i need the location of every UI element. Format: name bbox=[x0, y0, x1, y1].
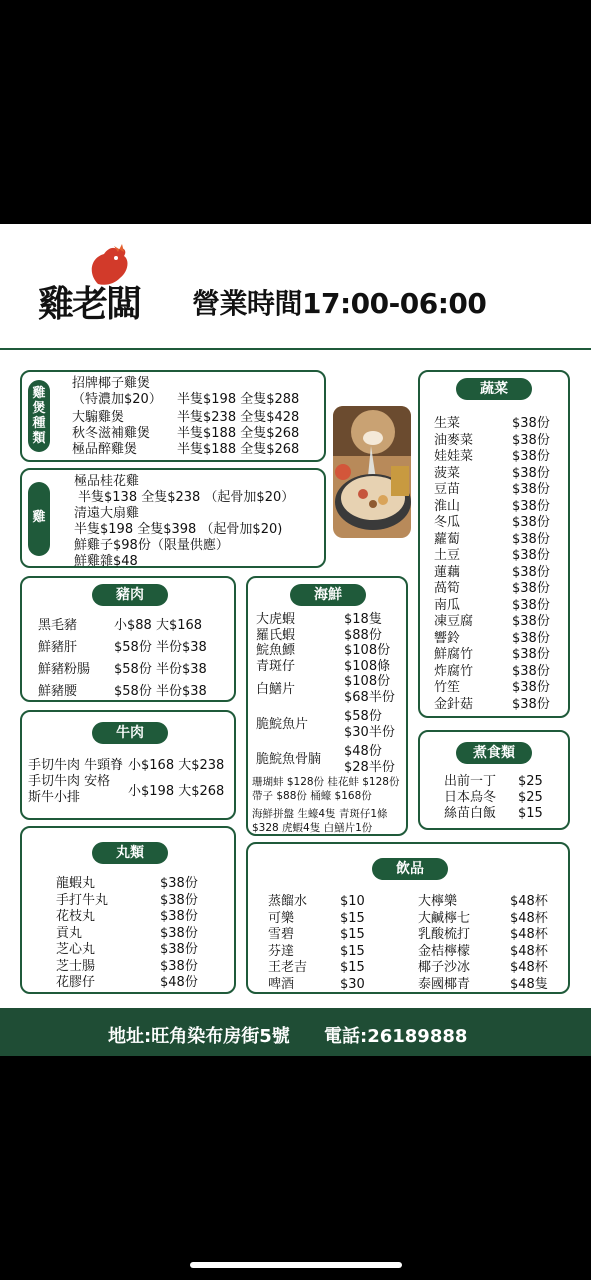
vegetable-name: 鮮腐竹 bbox=[434, 647, 474, 662]
drink-price: $48杯 bbox=[510, 943, 548, 959]
hotpot-image bbox=[333, 406, 411, 538]
seafood-name: 脆鯇魚骨腩 bbox=[256, 752, 322, 767]
ball-name: 手打牛丸 bbox=[56, 892, 109, 908]
drink-price: $15 bbox=[340, 960, 365, 975]
drink-price: $15 bbox=[340, 927, 365, 942]
beef-row-1-price: 小$168 大$238 bbox=[128, 758, 225, 773]
claypot-row-4-price: 半隻$188 全隻$268 bbox=[177, 442, 300, 457]
vegetable-price: $38份 bbox=[512, 482, 550, 497]
vegetable-name: 南瓜 bbox=[434, 597, 461, 613]
drink-name: 蒸餾水 bbox=[268, 894, 308, 909]
pork-row-2-name: 鮮豬粉腸 bbox=[38, 662, 91, 677]
ball-name: 花枝丸 bbox=[56, 909, 96, 924]
drink-price: $48杯 bbox=[510, 910, 548, 926]
vegetable-name: 響鈴 bbox=[434, 630, 461, 646]
staple-row-1-name: 日本烏冬 bbox=[444, 790, 497, 805]
vegetable-name: 豆苗 bbox=[434, 482, 461, 497]
drink-name: 大鹹檸七 bbox=[418, 910, 471, 926]
vegetable-price: $38份 bbox=[512, 531, 550, 547]
seafood-name: 鯇魚鰾 bbox=[256, 643, 296, 658]
pork-row-0-name: 黑毛豬 bbox=[38, 618, 78, 633]
vegetable-price: $38份 bbox=[512, 465, 550, 481]
beef-section bbox=[20, 710, 236, 820]
menu-sheet bbox=[0, 224, 591, 1056]
header-divider bbox=[0, 348, 591, 350]
staple-title: 煮食類 bbox=[456, 742, 532, 764]
drink-price: $10 bbox=[340, 894, 365, 909]
vegetable-price: $38份 bbox=[512, 663, 550, 679]
logo bbox=[38, 244, 162, 324]
seafood-small-3: $328 虎蝦4隻 白鱔片1份 bbox=[252, 822, 373, 834]
staple-section bbox=[418, 730, 570, 830]
vegetable-price: $38份 bbox=[512, 416, 550, 431]
drink-name: 雪碧 bbox=[268, 927, 295, 942]
vegetable-price: $38份 bbox=[512, 548, 550, 563]
seafood-title: 海鮮 bbox=[290, 584, 366, 606]
beef-row-2-name-b: 斯牛小排 bbox=[28, 790, 81, 805]
footer-bar bbox=[0, 1008, 591, 1056]
balls-title: 丸類 bbox=[92, 842, 168, 864]
vegetable-name: 冬瓜 bbox=[434, 515, 461, 530]
address: 地址:旺角染布房街5號 bbox=[108, 1026, 290, 1047]
seafood-section bbox=[246, 576, 408, 836]
chicken-row-0: 極品桂花雞 bbox=[74, 474, 140, 489]
pork-section bbox=[20, 576, 236, 702]
claypot-row-3-price: 半隻$188 全隻$268 bbox=[177, 426, 300, 441]
seafood-price: $18隻 bbox=[344, 612, 382, 627]
ball-price: $38份 bbox=[160, 876, 198, 891]
vegetable-name: 蘿蔔 bbox=[434, 531, 461, 547]
claypot-row-0: 招牌椰子雞煲 bbox=[72, 376, 151, 391]
staple-row-0-name: 出前一丁 bbox=[444, 774, 497, 789]
drink-name: 芬達 bbox=[268, 943, 295, 959]
vegetable-price: $38份 bbox=[512, 432, 550, 448]
seafood-small-2: 海鮮拼盤 生蠔4隻 青斑仔1條 bbox=[252, 808, 388, 820]
vegetable-price: $38份 bbox=[512, 647, 550, 662]
vegetable-price: $38份 bbox=[512, 449, 550, 464]
pork-row-2-price: $58份 半份$38 bbox=[114, 662, 207, 677]
pork-title: 豬肉 bbox=[92, 584, 168, 606]
seafood-small-0: 珊瑚蚌 $128份 桂花蚌 $128份 bbox=[252, 776, 400, 788]
vegetable-name: 蓮藕 bbox=[434, 564, 461, 580]
vegetable-price: $38份 bbox=[512, 597, 550, 613]
claypot-row-2-price: 半隻$238 全隻$428 bbox=[177, 410, 300, 425]
chicken-row-4: 鮮雞子$98份（限量供應） bbox=[74, 538, 229, 553]
seafood-price: $28半份 bbox=[344, 759, 395, 775]
vegetable-price: $38份 bbox=[512, 515, 550, 530]
beef-row-1-name: 手切牛肉 牛頸脊 bbox=[28, 758, 124, 773]
seafood-name: 脆鯇魚片 bbox=[256, 717, 309, 732]
drink-price: $15 bbox=[340, 943, 365, 959]
seafood-price: $58份 bbox=[344, 709, 382, 724]
drinks-title: 飲品 bbox=[372, 858, 448, 880]
seafood-name: 大虎蝦 bbox=[256, 612, 296, 627]
phone: 電話:26189888 bbox=[324, 1026, 468, 1047]
ball-name: 花膠仔 bbox=[56, 975, 96, 990]
drink-name: 泰國椰青 bbox=[418, 976, 471, 992]
balls-section bbox=[20, 826, 236, 994]
home-indicator[interactable] bbox=[190, 1262, 402, 1268]
vegetable-price: $38份 bbox=[512, 680, 550, 695]
ball-price: $38份 bbox=[160, 958, 198, 974]
ball-price: $38份 bbox=[160, 892, 198, 908]
chicken-row-2: 清遠大扇雞 bbox=[74, 506, 140, 521]
ball-name: 芝士腸 bbox=[56, 958, 96, 974]
seafood-price: $68半份 bbox=[344, 689, 395, 705]
drink-price: $30 bbox=[340, 976, 365, 992]
seafood-price: $108份 bbox=[344, 674, 391, 689]
drink-name: 王老吉 bbox=[268, 960, 308, 975]
seafood-price: $48份 bbox=[344, 744, 382, 759]
chicken-title: 雞 bbox=[28, 482, 50, 556]
seafood-price: $108份 bbox=[344, 643, 391, 658]
vegetable-name: 金針菇 bbox=[434, 696, 474, 712]
chicken-row-3: 半隻$198 全隻$398 （起骨加$20) bbox=[74, 522, 283, 537]
chicken-row-5: 鮮雞雜$48 bbox=[74, 554, 138, 569]
chicken-section bbox=[20, 468, 326, 568]
seafood-small-1: 帶子 $88份 桶蠔 $168份 bbox=[252, 790, 372, 802]
drink-name: 啤酒 bbox=[268, 976, 295, 992]
drink-name: 椰子沙冰 bbox=[418, 960, 471, 975]
beef-row-2-name-a: 手切牛肉 安格 bbox=[28, 774, 111, 789]
claypot-title: 雞煲種類 bbox=[28, 380, 50, 452]
vegetable-name: 油麥菜 bbox=[434, 432, 474, 448]
drink-price: $48杯 bbox=[510, 927, 548, 942]
drink-price: $48杯 bbox=[510, 894, 548, 909]
staple-row-1-price: $25 bbox=[518, 790, 543, 805]
chicken-row-1: 半隻$138 全隻$238 （起骨加$20） bbox=[78, 490, 295, 505]
claypot-row-1-price: 半隻$198 全隻$288 bbox=[177, 392, 300, 407]
vegetable-section bbox=[418, 370, 570, 718]
vegetable-price: $38份 bbox=[512, 581, 550, 596]
vegetable-name: 生菜 bbox=[434, 416, 461, 431]
vegetable-title: 蔬菜 bbox=[456, 378, 532, 400]
pork-row-1-price: $58份 半份$38 bbox=[114, 640, 207, 655]
claypot-section bbox=[20, 370, 326, 462]
seafood-name: 青斑仔 bbox=[256, 658, 296, 674]
logo-text: 雞老闆 bbox=[38, 283, 141, 325]
staple-row-2-name: 絲苗白飯 bbox=[444, 806, 497, 821]
ball-price: $38份 bbox=[160, 942, 198, 957]
vegetable-name: 土豆 bbox=[434, 548, 461, 563]
vegetable-price: $38份 bbox=[512, 630, 550, 646]
claypot-row-3-name: 秋冬滋補雞煲 bbox=[72, 426, 151, 441]
pork-row-0-price: 小$88 大$168 bbox=[114, 618, 203, 633]
pork-row-1-name: 鮮豬肝 bbox=[38, 640, 78, 655]
drink-name: 大檸樂 bbox=[418, 894, 458, 909]
vegetable-price: $38份 bbox=[512, 614, 550, 629]
pork-row-3-name: 鮮豬腰 bbox=[38, 684, 78, 699]
ball-price: $38份 bbox=[160, 925, 198, 941]
staple-row-0-price: $25 bbox=[518, 774, 543, 789]
ball-name: 龍蝦丸 bbox=[56, 876, 96, 891]
seafood-price: $108條 bbox=[344, 658, 391, 674]
claypot-row-2-name: 大騸雞煲 bbox=[72, 410, 125, 425]
seafood-price: $88份 bbox=[344, 627, 382, 643]
vegetable-name: 菠菜 bbox=[434, 465, 461, 481]
vegetable-price: $38份 bbox=[512, 564, 550, 580]
ball-name: 芝心丸 bbox=[56, 942, 96, 957]
drink-price: $48隻 bbox=[510, 976, 548, 992]
seafood-name: 羅氏蝦 bbox=[256, 627, 296, 643]
seafood-name: 白鱔片 bbox=[256, 682, 296, 697]
claypot-row-1-name: （特濃加$20） bbox=[72, 392, 162, 407]
claypot-row-4-name: 極品醉雞煲 bbox=[72, 442, 138, 457]
seafood-price: $30半份 bbox=[344, 724, 395, 740]
ball-price: $48份 bbox=[160, 975, 198, 990]
drinks-section bbox=[246, 842, 570, 994]
ball-price: $38份 bbox=[160, 909, 198, 924]
vegetable-name: 竹笙 bbox=[434, 680, 461, 695]
drink-name: 可樂 bbox=[268, 910, 295, 926]
vegetable-price: $38份 bbox=[512, 696, 550, 712]
pork-row-3-price: $58份 半份$38 bbox=[114, 684, 207, 699]
beef-row-2-price: 小$198 大$268 bbox=[128, 784, 225, 799]
ball-name: 貢丸 bbox=[56, 925, 83, 941]
vegetable-price: $38份 bbox=[512, 498, 550, 514]
drink-name: 乳酸梳打 bbox=[418, 927, 471, 942]
vegetable-name: 萵筍 bbox=[434, 581, 461, 596]
vegetable-name: 炸腐竹 bbox=[434, 663, 474, 679]
drink-name: 金桔檸檬 bbox=[418, 943, 471, 959]
vegetable-name: 凍豆腐 bbox=[434, 614, 474, 629]
beef-title: 牛肉 bbox=[92, 722, 168, 744]
drink-price: $48杯 bbox=[510, 960, 548, 975]
vegetable-name: 娃娃菜 bbox=[434, 449, 474, 464]
drink-price: $15 bbox=[340, 910, 365, 926]
vegetable-name: 淮山 bbox=[434, 498, 461, 514]
staple-row-2-price: $15 bbox=[518, 806, 543, 821]
business-hours: 營業時間17:00-06:00 bbox=[192, 287, 487, 320]
